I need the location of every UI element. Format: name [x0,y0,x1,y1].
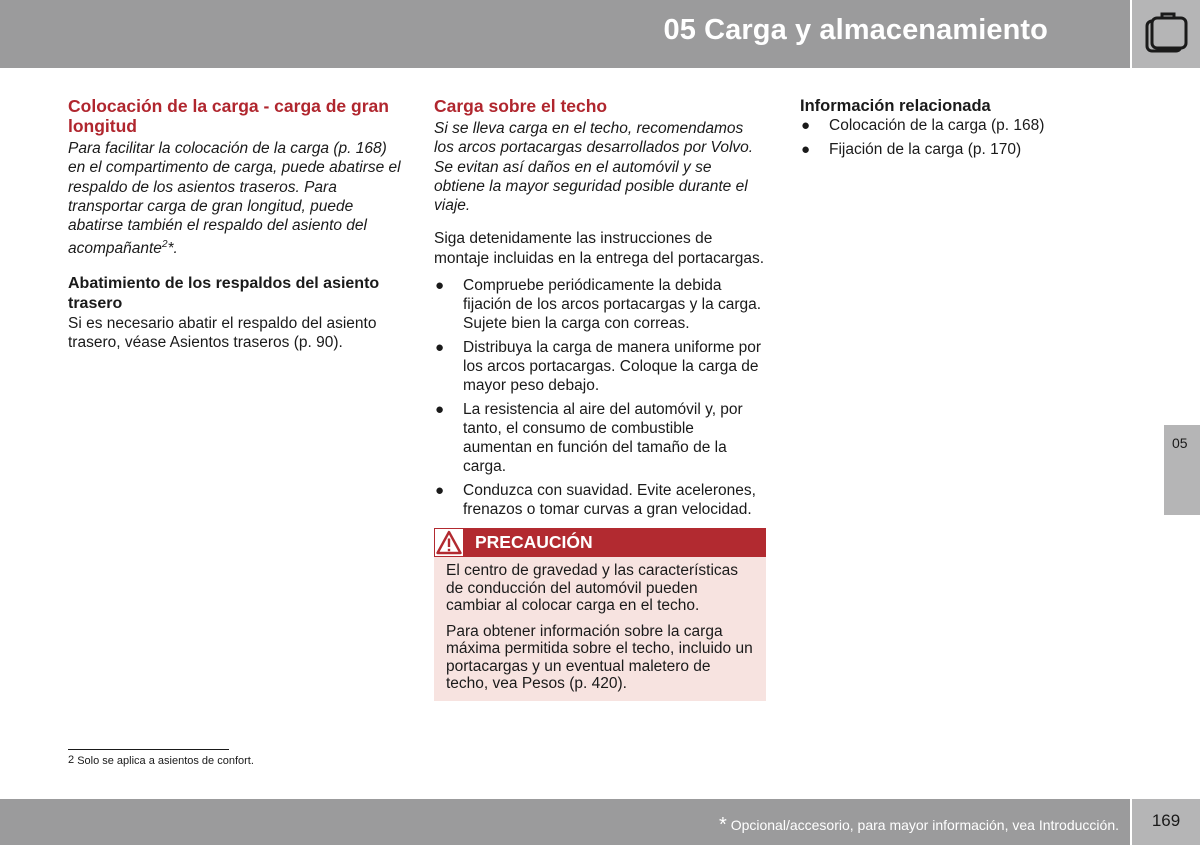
list-item: ● La resistencia al aire del automóvil y, por tanto, el consumo de combustible aumentan en función del tamaño de la carga. [435,401,743,476]
chapter-side-tab-label: 05 [1172,435,1188,451]
subheading-fold-backrest: Abatimiento de los respaldos del asiento trasero [68,274,380,312]
section-heading-roof-load: Carga sobre el techo [434,96,608,116]
caution-title: PRECAUCIÓN [475,532,593,553]
bullet-icon: ● [435,482,445,500]
bullet-icon: ● [801,117,811,134]
related-link[interactable]: ● Colocación de la carga (p. 168) [801,117,1045,134]
chapter-icon-box [1132,0,1200,68]
chapter-side-tab [1164,425,1200,515]
related-info-heading: Información relacionada [800,97,991,115]
footer-note [719,813,1119,836]
caution-header [434,528,766,557]
roof-load-intro: Si se lleva carga en el techo, recomendamos los arcos portacargas desarrollados por Volvo. Se evitan así daños en el automóvil y se obtiene la mayor seguridad posible durante el viaje. [434,120,754,215]
footnote-divider [68,749,229,750]
optional-star: * [719,814,727,836]
footnote-text: Solo se aplica a asientos de confort. [77,755,254,767]
footnote [68,755,254,767]
page-footer [0,799,1130,845]
list-item: ● Compruebe periódicamente la debida fijación de los arcos portacargas y la carga. Sujete bien la carga con correas. [435,277,762,333]
chapter-title: 05 Carga y almacenamiento [663,14,1048,46]
column-left [68,96,403,353]
long-load-intro: Para facilitar la colocación de la carga (p. 168) en el compartimento de carga, puede abatirse el respaldo de los asientos traseros. Para transportar carga de gran longitud, puede abatirse también el respaldo del asiento del acompañante$^2$*. [68,140,401,258]
caution-paragraph: Para obtener información sobre la carga máxima permitida sobre el techo, incluido un portacargas y un eventual maletero de techo, vea Pesos (p. 420). [446,622,753,693]
bullet-icon: ● [435,339,445,357]
caution-icon-frame [434,528,464,557]
roof-load-instructions: Siga detenidamente las instrucciones de montaje incluidas en la entrega del portacargas. [434,230,765,267]
list-item: ● Distribuya la carga de manera uniforme por los arcos portacargas. Coloque la carga de mayor peso debajo. [435,339,762,395]
bullet-icon: ● [801,141,811,158]
fold-backrest-text: Si es necesario abatir el respaldo del asiento trasero, véase Asientos traseros (p. 90). [68,314,377,352]
roof-load-bullet-list [434,276,766,519]
warning-triangle-icon [436,530,462,555]
related-link[interactable]: ● Fijación de la carga (p. 170) [801,141,1022,158]
caution-box [434,528,766,701]
footer-note-text: Opcional/accesorio, para mayor información, vea Introducción. [730,817,1119,833]
bullet-icon: ● [435,401,445,419]
page-number: 169 [1151,811,1181,830]
column-middle [434,96,766,701]
chapter-header [0,0,1130,68]
footnote-mark: 2 [68,754,75,766]
caution-body [434,557,766,701]
related-links-list [800,116,1100,159]
page-number-box [1132,799,1200,845]
luggage-icon [1142,10,1190,58]
column-right [800,96,1100,159]
caution-paragraph: El centro de gravedad y las características de conducción del automóvil pueden cambiar al colocar carga en el techo. [446,562,739,615]
section-heading-long-load: Colocación de la carga - carga de gran longitud [68,96,389,136]
list-item: ● Conduzca con suavidad. Evite acelerones, frenazos o tomar curvas a gran velocidad. [435,482,756,519]
bullet-icon: ● [435,277,445,295]
